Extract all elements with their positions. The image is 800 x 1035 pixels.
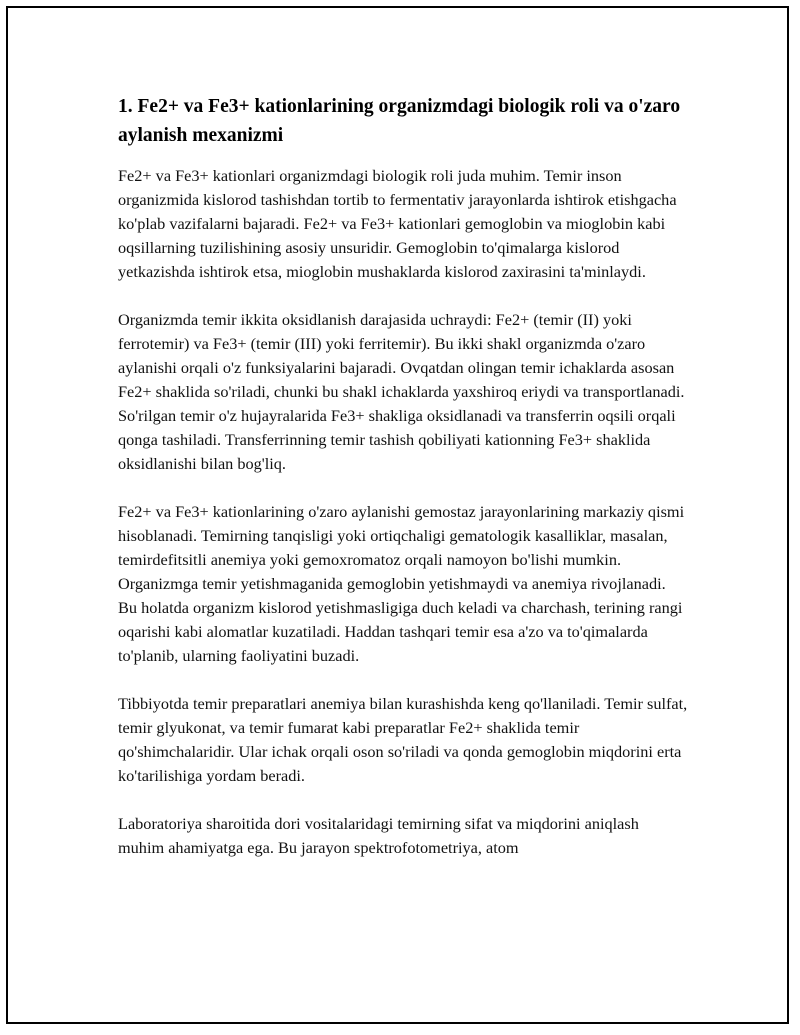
- paragraph-biological-role: Fe2+ va Fe3+ kationlari organizmdagi biologik roli juda muhim. Temir inson organizmida kislorod tashishdan tortib to fermentativ jarayonlarda ishtirok etishgacha ko'plab vazifalarni bajaradi. Fe2+ va Fe3+ kationlari gemoglobin va mioglobin kabi oqsillarning tuzilishining asosiy unsuridir. Gemoglobin to'qimalarga kislorod yetkazishda ishtirok etsa, mioglobin mushaklarda kislorod zaxirasini ta'minlaydi.: [118, 166, 677, 281]
- paragraph-iron-preparations: Tibbiyotda temir preparatlari anemiya bilan kurashishda keng qo'llaniladi. Temir sulfat, temir glyukonat, va temir fumarat kabi preparatlar Fe2+ shaklida temir qo'shimchalaridir. Ular ichak orqali oson so'riladi va qonda gemoglobin miqdorini erta ko'tarilishiga yordam beradi.: [118, 694, 688, 785]
- paragraph-laboratory-analysis: Laboratoriya sharoitida dori vositalaridagi temirning sifat va miqdorini aniqlash muhim ahamiyatga ega. Bu jarayon spektrofotometriya, atom: [118, 814, 639, 857]
- document-body: [118, 92, 688, 884]
- paragraph-oxidation-states: Organizmda temir ikkita oksidlanish darajasida uchraydi: Fe2+ (temir (II) yoki ferrotemir) va Fe3+ (temir (III) yoki ferritemir). Bu ikki shakl organizmda o'zaro aylanishi orqali o'z funksiyalarini bajaradi. Ovqatdan olingan temir ichaklarda asosan Fe2+ shaklida so'riladi, chunki bu shakl ichaklarda yaxshiroq eriydi va transportlanadi. So'rilgan temir o'z hujayralarida Fe3+ shakliga oksidlanadi va transferrin oqsili orqali qonga tashiladi. Transferrinning temir tashish qobiliyati kationning Fe3+ shaklida oksidlanishi bilan bog'liq.: [118, 310, 685, 473]
- section-heading: 1. Fe2+ va Fe3+ kationlarining organizmdagi biologik roli va o'zaro aylanish mexanizmi: [118, 96, 681, 146]
- paragraph-interconversion: Fe2+ va Fe3+ kationlarining o'zaro aylanishi gemostaz jarayonlarining markaziy qismi hisoblanadi. Temirning tanqisligi yoki ortiqchaligi gematologik kasalliklar, masalan, temirdefitsitli anemiya yoki gemoxromatoz orqali namoyon bo'lishi mumkin. Organizmga temir yetishmaganida gemoglobin yetishmaydi va anemiya rivojlanadi. Bu holatda organizm kislorod yetishmasligiga duch keladi va charchash, terining rangi oqarishi kabi alomatlar kuzatiladi. Haddan tashqari temir esa a'zo va to'qimalarda to'planib, ularning faoliyatini buzadi.: [118, 502, 685, 665]
